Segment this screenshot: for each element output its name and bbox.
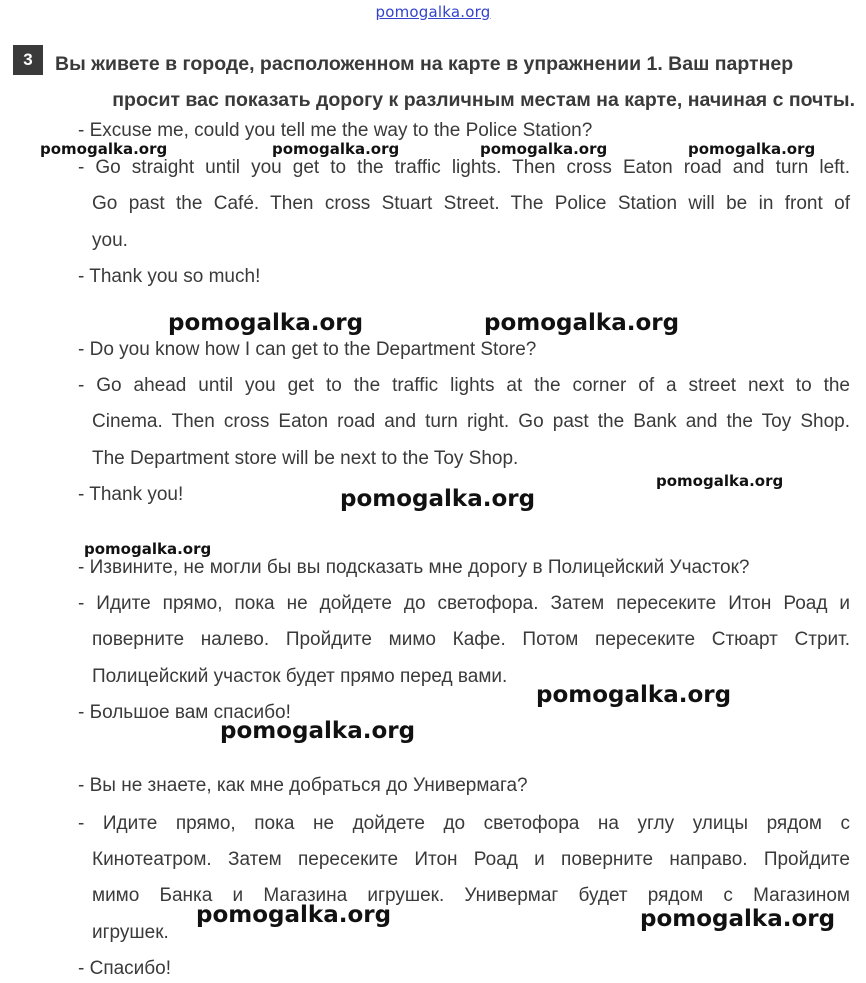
watermark: pomogalka.org [168, 310, 364, 336]
ru-dialogue1-line1: - Извините, не могли бы вы подсказать мне дорогу в Полицейский Участок? [78, 557, 750, 578]
watermark: pomogalka.org [688, 140, 816, 158]
en-dialogue2-line4: The Department store will be next to the Toy Shop. [92, 448, 519, 469]
ru-dialogue2-line4: мимо Банка и Магазина игрушек. Универмаг будет рядом с Магазином [92, 885, 850, 906]
watermark: pomogalka.org [340, 486, 536, 512]
task-line-1: Вы живете в городе, расположенном на карте в упражнении 1. Ваш партнер [55, 53, 794, 75]
watermark: pomogalka.org [536, 682, 732, 708]
en-dialogue2-line2: - Go ahead until you get to the traffic lights at the corner of a street next to the [78, 375, 850, 396]
watermark: pomogalka.org [640, 906, 836, 932]
ru-dialogue2-line1: - Вы не знаете, как мне добраться до Универмага? [78, 775, 528, 796]
top-watermark-link[interactable]: pomogalka.org [375, 3, 491, 21]
exercise-number-badge: 3 [13, 45, 43, 75]
ru-dialogue1-line3: поверните налево. Пройдите мимо Кафе. Потом пересеките Стюарт Стрит. [92, 629, 850, 650]
watermark: pomogalka.org [40, 140, 168, 158]
en-dialogue2-line5: - Thank you! [78, 484, 184, 505]
task-line-2: просит вас показать дорогу к различным местам на карте, начиная с почты. [112, 89, 855, 111]
en-dialogue1-line4: you. [92, 230, 128, 251]
watermark: pomogalka.org [84, 540, 212, 558]
task-instruction [55, 46, 855, 118]
ru-dialogue2-line5: игрушек. [92, 922, 169, 943]
watermark: pomogalka.org [220, 718, 416, 744]
watermark: pomogalka.org [656, 472, 784, 490]
ru-dialogue2-line3: Кинотеатром. Затем пересеките Итон Роад и поверните направо. Пройдите [92, 849, 850, 870]
ru-dialogue2-line6: - Спасибо! [78, 958, 172, 979]
en-dialogue1-line5: - Thank you so much! [78, 266, 261, 287]
watermark: pomogalka.org [484, 310, 680, 336]
ru-dialogue2-line2: - Идите прямо, пока не дойдете до светофора на углу улицы рядом с [78, 813, 850, 834]
en-dialogue1-line1: - Excuse me, could you tell me the way to the Police Station? [78, 120, 593, 141]
en-dialogue1-line2: - Go straight until you get to the traffic lights. Then cross Eaton road and turn left. [78, 157, 850, 178]
ru-dialogue1-line5: - Большое вам спасибо! [78, 702, 291, 723]
en-dialogue1-line3: Go past the Café. Then cross Stuart Street. The Police Station will be in front of [92, 193, 850, 214]
ru-dialogue1-line2: - Идите прямо, пока не дойдете до светофора. Затем пересеките Итон Роад и [78, 593, 850, 614]
en-dialogue2-line3: Cinema. Then cross Eaton road and turn right. Go past the Bank and the Toy Shop. [92, 411, 850, 432]
en-dialogue2-line1: - Do you know how I can get to the Department Store? [78, 339, 537, 360]
watermark: pomogalka.org [272, 140, 400, 158]
ru-dialogue1-line4: Полицейский участок будет прямо перед вами. [92, 666, 508, 687]
watermark: pomogalka.org [480, 140, 608, 158]
watermark: pomogalka.org [196, 902, 392, 928]
